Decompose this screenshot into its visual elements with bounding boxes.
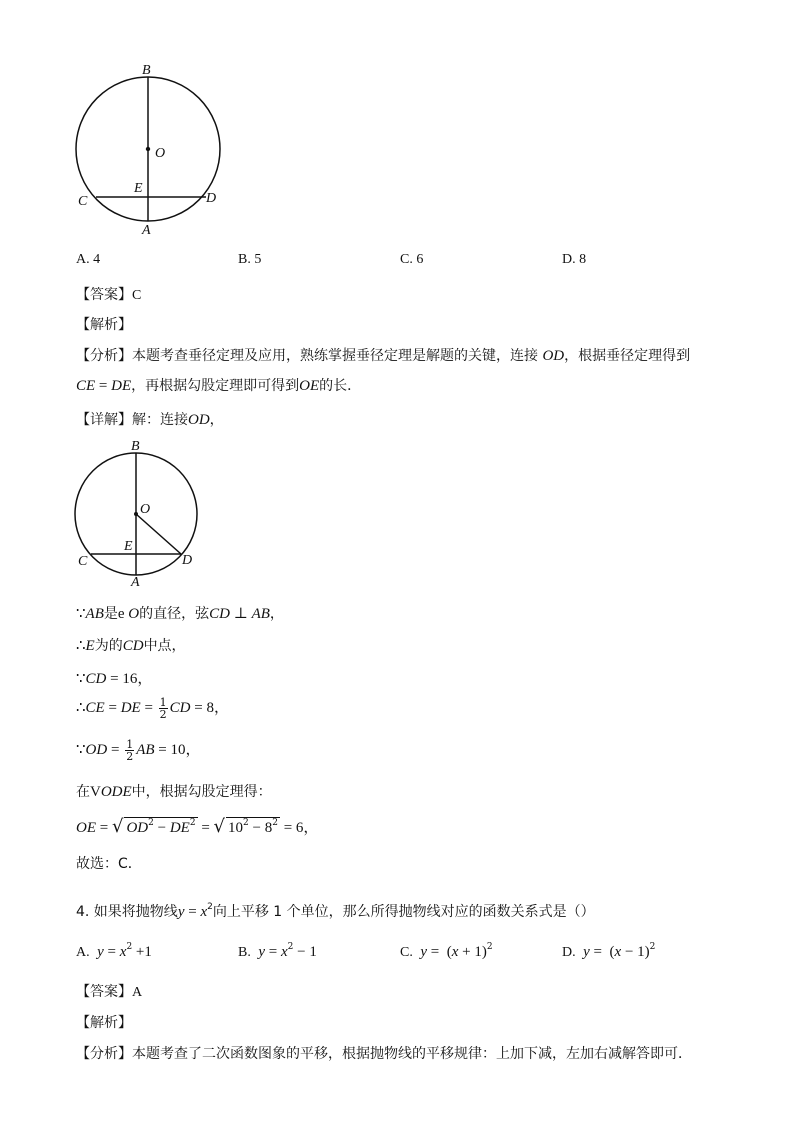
label-d: D	[206, 191, 217, 206]
step-3: ∵CD = 16，	[76, 671, 153, 687]
label-c: C	[78, 554, 88, 569]
step-1: ∵AB是e O的直径，弦CD ⊥ AB，	[76, 606, 284, 622]
step-6: 在VODE中，根据勾股定理得：	[76, 784, 272, 800]
q3-detail: 【详解】解：连接OD，	[76, 412, 224, 428]
q3-analysis-label: 【解析】	[76, 317, 132, 333]
q3-option-b: B. 5	[238, 252, 262, 267]
label-o: O	[155, 146, 166, 161]
label-c: C	[78, 194, 88, 209]
step-7: OE = √ $OD^2 - DE^2$ = √ $10^2 - 8^2 = 6$，	[76, 816, 319, 837]
q4-option-c: C. $y = (x + 1)^2$	[400, 942, 493, 960]
conclusion: 故选：C．	[76, 856, 142, 872]
label-e: E	[124, 539, 133, 554]
label-a: A	[142, 223, 151, 238]
label-o: O	[140, 502, 151, 517]
q3-option-d: D. 8	[562, 252, 587, 267]
q4-option-a: A. $y = x^2 +1$	[76, 942, 152, 960]
q3-fenxi-line1: 【分析】本题考查垂径定理及应用，熟练掌握垂径定理是解题的关键，连接 OD，根据垂径定理得到	[76, 348, 691, 364]
label-e: E	[134, 181, 143, 196]
label-b: B	[131, 439, 140, 454]
q4-question: 4. 如果将抛物线$y = x^2$向上平移 1 个单位，那么所得抛物线对应的函数关系式是（）	[76, 902, 595, 920]
q3-option-c: C. 6	[400, 252, 424, 267]
answer-value: C	[132, 288, 142, 303]
q4-option-b: B. $y = x^2 - 1$	[238, 942, 317, 960]
label-d: D	[182, 553, 193, 568]
q4-fenxi: 【分析】本题考查了二次函数图象的平移，根据抛物线的平移规律：上加下减，左加右减解答即可．	[76, 1046, 692, 1062]
answer-label: 【答案】	[76, 287, 132, 303]
circle-figure-1	[60, 56, 240, 246]
label-b: B	[142, 63, 151, 78]
q3-option-a: A. 4	[76, 252, 101, 267]
q3-fenxi-line2: CE = DE，再根据勾股定理即可得到OE的长．	[76, 378, 362, 394]
q3-answer	[76, 284, 141, 304]
q4-answer: 【答案】A	[76, 984, 143, 1000]
circle-figure-2	[60, 436, 220, 592]
q4-option-d: D. $y = (x - 1)^2$	[562, 942, 656, 960]
label-a: A	[131, 575, 140, 590]
step-5: ∵OD = $\frac{1}{2}$ AB = 10，	[76, 737, 201, 763]
step-4: ∴CE = DE = $\frac{1}{2}$ CD = 8，	[76, 695, 229, 721]
q4-analysis-label: 【解析】	[76, 1015, 132, 1031]
step-2: ∴E为的CD中点，	[76, 638, 186, 654]
